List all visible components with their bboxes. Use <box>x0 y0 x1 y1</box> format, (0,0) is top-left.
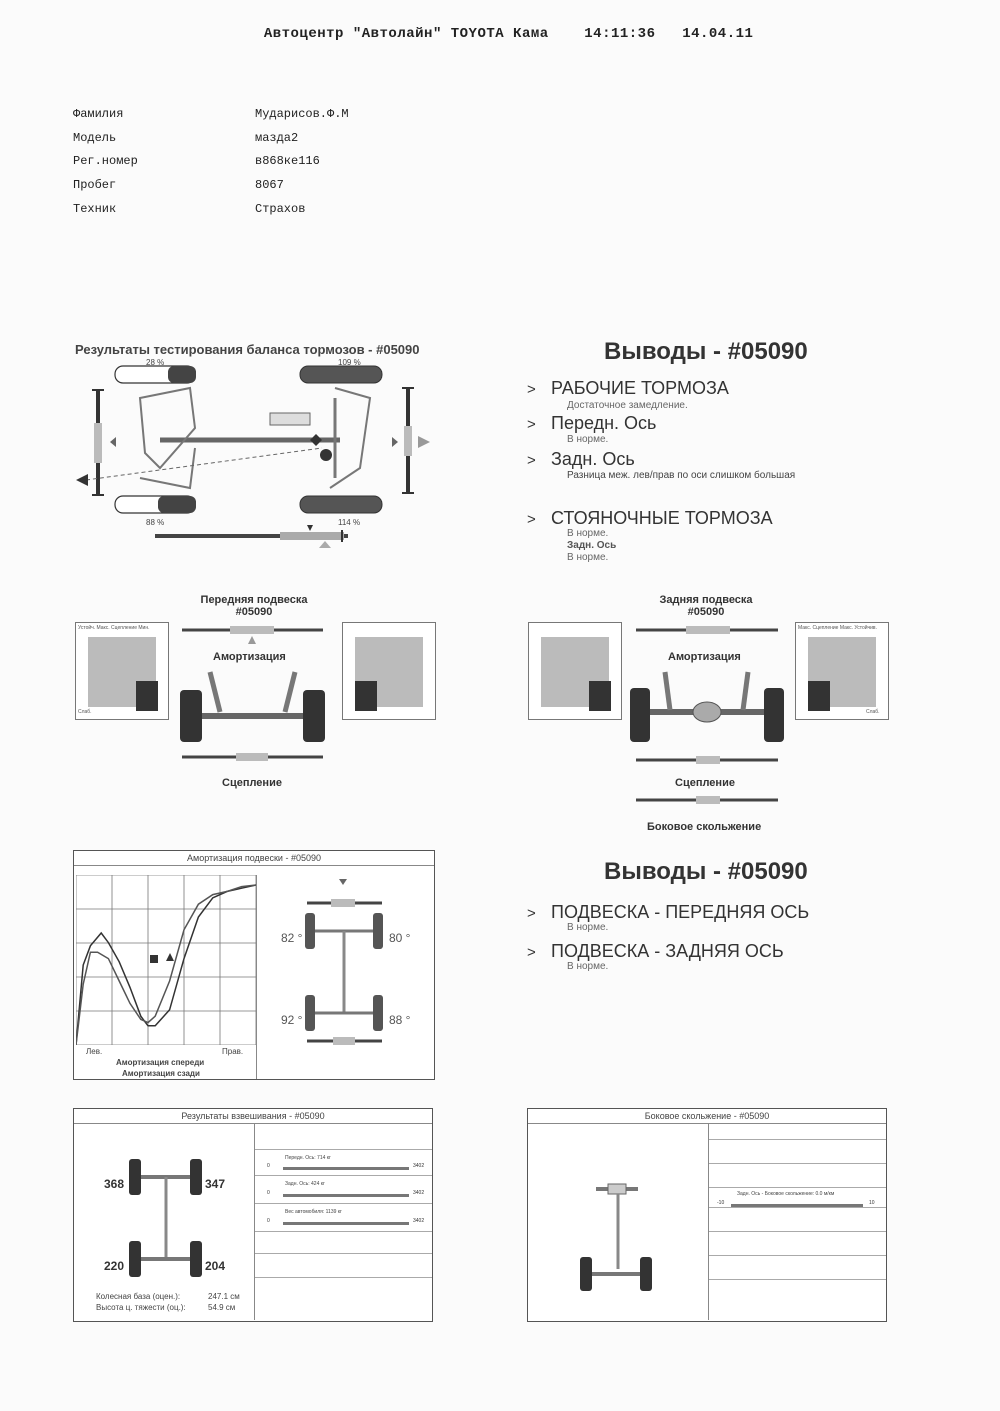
cog-label: Высота ц. тяжести (оц.): <box>96 1303 186 1312</box>
report-header <box>246 10 753 42</box>
conclusions-title-1: Выводы - #05090 <box>604 338 808 365</box>
conclusion-note-front-susp: В норме. <box>567 922 609 933</box>
rear-susp-title: Задняя подвеска #05090 <box>659 594 753 618</box>
info-value-model: мазда2 <box>255 131 299 145</box>
conclusions-title-2: Выводы - #05090 <box>604 858 808 885</box>
damping-left-label: Лев. <box>86 1047 103 1056</box>
front-right-panel <box>342 622 436 720</box>
cog-value: 54.9 см <box>208 1303 236 1312</box>
bar-rear-axle-label: Задн. Ось: 424 кг <box>285 1181 325 1187</box>
weight-rear-right: 204 <box>205 1259 226 1273</box>
info-label-surname: Фамилия <box>73 107 124 121</box>
brake-test-title: Результаты тестирования баланса тормозов - #05090 <box>75 342 420 357</box>
bar-front-axle <box>283 1167 409 1170</box>
bar-rear-axle <box>283 1194 409 1197</box>
brake-diagram-svg <box>70 358 440 548</box>
info-value-tech: Страхов <box>255 202 306 216</box>
print-time: 14:11:36 <box>584 26 656 42</box>
rear-grip-label: Сцепление <box>675 777 735 789</box>
damping-front-left: 82 ° <box>281 931 303 945</box>
front-axle-diagram <box>180 622 325 762</box>
damping-box-title: Амортизация подвески - #05090 <box>74 851 434 866</box>
brake-rear-right-pct: 114 % <box>338 518 361 527</box>
brake-rear-left-pct: 88 % <box>146 518 165 527</box>
conclusion-sub-parking-rear: Задн. Ось <box>567 540 617 551</box>
weighing-box-title: Результаты взвешивания - #05090 <box>74 1109 432 1124</box>
info-label-reg: Рег.номер <box>73 154 138 168</box>
conclusion-note-rear-susp: В норме. <box>567 961 609 972</box>
front-left-panel: Устойч. Макс. Сцепление Мин. Слаб. <box>75 622 169 720</box>
conclusion-note-parking-rear: В норме. <box>567 552 609 563</box>
bar-front-axle-label: Передн. Ось: 714 кг <box>285 1155 331 1161</box>
weight-front-right: 347 <box>205 1177 226 1191</box>
conclusion-note-front-axle: В норме. <box>567 434 609 445</box>
bar-vehicle-weight-label: Вес автомобиля: 1139 кг <box>285 1209 342 1215</box>
damping-rear-legend: Амортизация сзади <box>122 1069 200 1078</box>
conclusion-item-rear-axle: > Задн. Ось <box>527 449 635 469</box>
rear-damping-label: Амортизация <box>668 651 741 663</box>
damping-front-right: 80 ° <box>389 931 411 945</box>
damping-rear-right: 88 ° <box>389 1013 411 1027</box>
weight-rear-left: 220 <box>104 1259 125 1273</box>
rear-left-panel <box>528 622 622 720</box>
side-slip-bar <box>731 1204 863 1207</box>
brake-front-left-pct: 28 % <box>146 358 165 367</box>
info-value-mileage: 8067 <box>255 178 284 192</box>
conclusion-note-service-brakes: Достаточное замедление. <box>567 400 688 411</box>
front-grip-label: Сцепление <box>222 777 282 789</box>
damping-box <box>73 850 435 1080</box>
side-slip-box-title: Боковое скольжение - #05090 <box>528 1109 886 1124</box>
conclusion-item-rear-susp: > ПОДВЕСКА - ЗАДНЯЯ ОСЬ <box>527 941 784 961</box>
info-value-surname: Мударисов.Ф.М <box>255 107 349 121</box>
company-name: Автоцентр "Автолайн" TOYOTA Кама <box>263 26 549 42</box>
info-value-reg: в868ке116 <box>255 154 320 168</box>
rear-right-panel: Макс. Сцепление Макс. Устойчив. Слаб. <box>795 622 889 720</box>
conclusion-note-parking-brakes: В норме. <box>567 528 609 539</box>
conclusion-item-parking-brakes: > СТОЯНОЧНЫЕ ТОРМОЗА <box>527 508 773 528</box>
conclusion-note-rear-axle: Разница меж. лев/прав по оси слишком большая <box>567 470 796 481</box>
conclusion-item-front-axle: > Передн. Ось <box>527 413 657 433</box>
brake-front-right-pct: 109 % <box>338 358 361 367</box>
info-label-mileage: Пробег <box>73 178 117 192</box>
side-slip-bars: Задн. Ось - Боковое скольжение: 0.0 м/км -10 10 <box>708 1123 886 1320</box>
side-slip-car-diagram <box>578 1169 653 1299</box>
rear-side-slip-label: Боковое скольжение <box>647 821 762 833</box>
conclusion-item-service-brakes: > РАБОЧИЕ ТОРМОЗА <box>527 378 729 398</box>
wheelbase-label: Колесная база (оцен.): <box>96 1292 181 1301</box>
print-date: 14.04.11 <box>682 26 754 42</box>
front-damping-label: Амортизация <box>213 651 286 663</box>
info-label-model: Модель <box>73 131 117 145</box>
side-slip-bar-label: Задн. Ось - Боковое скольжение: 0.0 м/км <box>737 1191 835 1197</box>
damping-car-diagram <box>256 875 434 1079</box>
weight-front-left: 368 <box>104 1177 125 1191</box>
damping-right-label: Прав. <box>222 1047 244 1056</box>
brake-diagram <box>70 358 440 548</box>
weighing-box <box>73 1108 433 1322</box>
conclusion-item-front-susp: > ПОДВЕСКА - ПЕРЕДНЯЯ ОСЬ <box>527 902 810 922</box>
front-susp-title: Передняя подвеска #05090 <box>200 594 308 618</box>
side-slip-box <box>527 1108 887 1322</box>
info-label-tech: Техник <box>73 202 117 216</box>
damping-rear-left: 92 ° <box>281 1013 303 1027</box>
bar-vehicle-weight <box>283 1222 409 1225</box>
damping-chart <box>76 875 256 1045</box>
damping-front-legend: Амортизация спереди <box>116 1058 205 1067</box>
wheelbase-value: 247.1 см <box>208 1292 240 1301</box>
weighing-bars: Передн. Ось: 714 кг 0 3402 Задн. Ось: 424 кг 0 3402 Вес автомобиля: 1139 кг 0 3402 <box>254 1123 432 1320</box>
